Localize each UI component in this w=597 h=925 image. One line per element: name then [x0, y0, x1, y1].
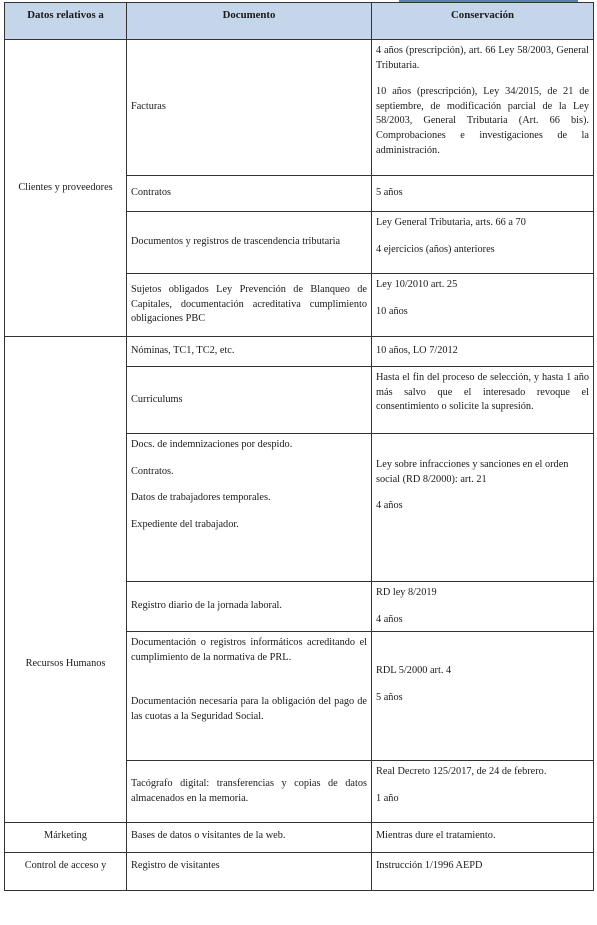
category-marketing: Márketing	[5, 823, 127, 853]
documento-cell: Contratos	[127, 176, 372, 212]
conservacion-cell: Ley sobre infracciones y sanciones en el orden social (RD 8/2000): art. 21 4 años	[372, 434, 594, 582]
category-clientes-proveedores: Clientes y proveedores	[5, 40, 127, 337]
conservacion-cell: 4 años (prescripción), art. 66 Ley 58/2003, General Tributaria. 10 años (prescripción), Ley 34/2015, de 21 de septiembre, de modificación parcial de la Ley 58/2003, General Tributaria (Art. 66 bis). Comprobaciones e investigaciones de la administración.	[372, 40, 594, 176]
header-documento: Documento	[127, 3, 372, 40]
documento-cell: Bases de datos o visitantes de la web.	[127, 823, 372, 853]
table-row	[5, 853, 594, 891]
conservacion-cell: 10 años, LO 7/2012	[372, 337, 594, 367]
documento-cell: Documentos y registros de trascendencia tributaria	[127, 212, 372, 274]
category-control-acceso: Control de acceso y	[5, 853, 127, 891]
conservacion-cell: RD ley 8/2019 4 años	[372, 582, 594, 632]
documento-cell: Registro diario de la jornada laboral.	[127, 582, 372, 632]
documento-cell: Docs. de indemnizaciones por despido. Contratos. Datos de trabajadores temporales. Expediente del trabajador.	[127, 434, 372, 582]
documento-cell: Registro de visitantes	[127, 853, 372, 891]
documento-cell: Curriculums	[127, 367, 372, 434]
conservacion-cell: Ley General Tributaria, arts. 66 a 70 4 ejercicios (años) anteriores	[372, 212, 594, 274]
documento-cell: Documentación o registros informáticos acreditando el cumplimiento de la normativa de PRL. Documentación necesaria para la obligación del pago de las cuotas a la Seguridad Social.	[127, 632, 372, 761]
header-datos-relativos: Datos relativos a	[5, 3, 127, 40]
header-row	[5, 3, 594, 40]
conservacion-cell: Real Decreto 125/2017, de 24 de febrero. 1 año	[372, 761, 594, 823]
conservacion-cell: Ley 10/2010 art. 25 10 años	[372, 274, 594, 337]
conservacion-cell: Hasta el fin del proceso de selección, y hasta 1 año más salvo que el interesado revoque el consentimiento o solicite la supresión.	[372, 367, 594, 434]
documento-cell: Tacógrafo digital: transferencias y copias de datos almacenados en la memoria.	[127, 761, 372, 823]
conservacion-cell: RDL 5/2000 art. 4 5 años	[372, 632, 594, 761]
documento-cell: Facturas	[127, 40, 372, 176]
documento-cell: Nóminas, TC1, TC2, etc.	[127, 337, 372, 367]
header-conservacion: Conservación	[372, 3, 594, 40]
retention-table	[4, 2, 594, 891]
conservacion-cell: Mientras dure el tratamiento.	[372, 823, 594, 853]
table-row	[5, 337, 594, 367]
conservacion-cell: 5 años	[372, 176, 594, 212]
conservacion-cell: Instrucción 1/1996 AEPD	[372, 853, 594, 891]
table-row	[5, 40, 594, 176]
documento-cell: Sujetos obligados Ley Prevención de Blanqueo de Capitales, documentación acreditativa cumplimiento obligaciones PBC	[127, 274, 372, 337]
category-recursos-humanos: Recursos Humanos	[5, 337, 127, 823]
table-row	[5, 823, 594, 853]
